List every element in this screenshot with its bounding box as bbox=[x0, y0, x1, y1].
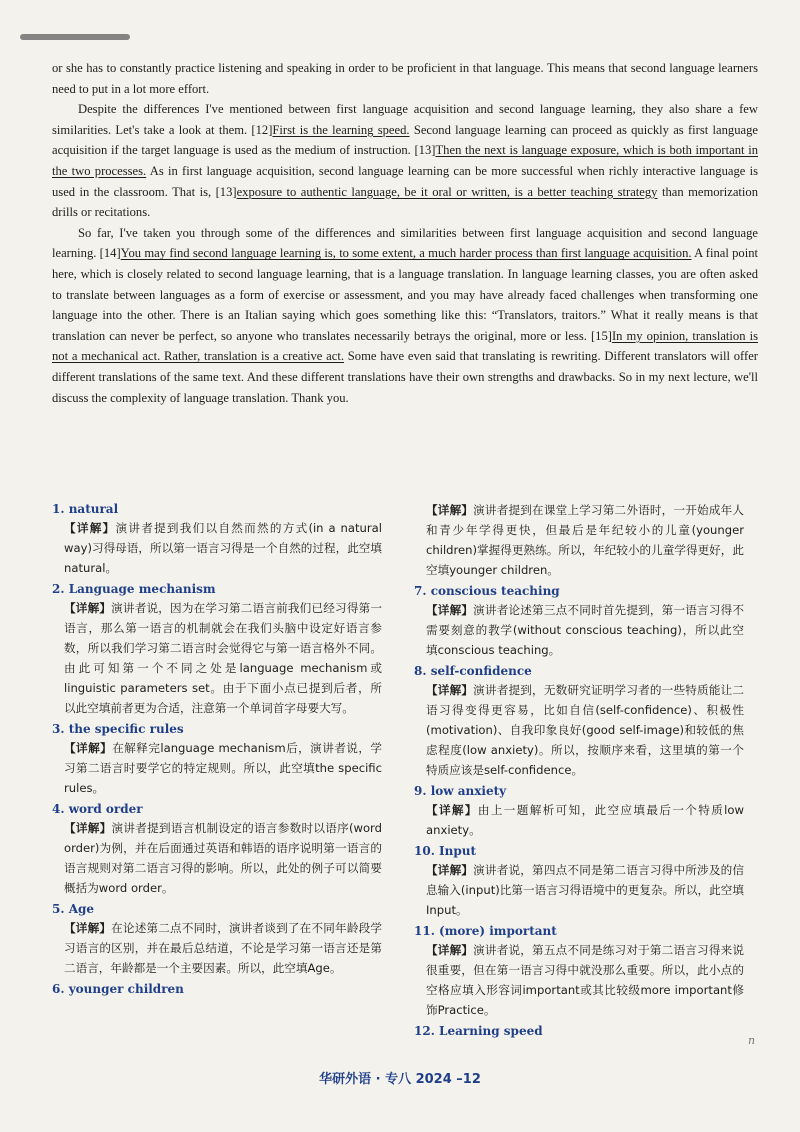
detail-text: 演讲者提到我们以自然而然的方式(in a natural way)习得母语，所以第一语言习得是一个自然的过程，此空填natural。 bbox=[64, 521, 382, 575]
text-segment: Second language learning can proceed as quickly as first language acquisition if the target language is used as the medium of instruction. [13] bbox=[52, 122, 758, 158]
answer-6-detail bbox=[414, 500, 744, 580]
answer-heading: 4. word order bbox=[52, 802, 143, 816]
detail-tag: 【详解】 bbox=[64, 921, 112, 935]
detail-tag: 【详解】 bbox=[426, 863, 474, 877]
text-segment: Despite the differences I've mentioned between first language acquisition and second language learning, they also share a few similarities. Let's take a look at them. [12] bbox=[52, 102, 758, 137]
answer-heading: 9. low anxiety bbox=[414, 784, 507, 798]
detail-tag: 【详解】 bbox=[64, 521, 116, 535]
answer-heading: 2. Language mechanism bbox=[52, 582, 216, 596]
answer-detail bbox=[414, 600, 744, 660]
text-segment: Some have even said that translating is rewriting. Different translators will offer different translations of the same text. And these different translations have their own strengths and drawbacks. So in my next lecture, we'll discuss the complexity of language translation. Thank you. bbox=[52, 349, 759, 405]
detail-text: 演讲者提到在课堂上学习第二外语时，一开始成年人和青少年学得更快，但最后是年纪较小的儿童(younger children)掌握得更熟练。所以，年纪较小的儿童学得更好，此空填younger children。 bbox=[426, 503, 744, 577]
answer-item bbox=[52, 900, 382, 978]
text-segment: A final point here, which is closely related to second language learning, that is a language translation. In language learning classes, you are often asked to translate between languages as a form of exercise or assessment, and you may have already faced challenges when transforming one language into the other. There is an Italian saying which goes something like this: “Translators, traitors.” What it really means is that translation can never be perfect, so anyone who translates necessarily betrays the original, more or less. [15] bbox=[52, 246, 758, 343]
answer-detail bbox=[52, 518, 382, 578]
answer-detail bbox=[52, 598, 382, 718]
detail-text: 在解释完language mechanism后，演讲者说，学习第二语言时要学它的特定规则。所以，此空填the specific rules。 bbox=[64, 741, 382, 795]
detail-tag: 【详解】 bbox=[426, 943, 474, 957]
answer-detail bbox=[52, 738, 382, 798]
answer-item bbox=[414, 582, 744, 660]
answer-heading: 10. Input bbox=[414, 844, 477, 858]
underlined-sentence: exposure to authentic language, be it oral or written, is a better teaching strategy bbox=[236, 184, 658, 199]
detail-tag: 【详解】 bbox=[64, 741, 113, 755]
detail-text: 演讲者论述第三点不同时首先提到，第一语言习得不需要刻意的教学(without conscious teaching)，所以此空填conscious teaching。 bbox=[426, 603, 744, 657]
answer-item bbox=[52, 580, 382, 718]
answer-column-left bbox=[52, 500, 382, 1000]
detail-text: 演讲者说，第五点不同是练习对于第二语言习得来说很重要，但在第一语言习得中就没那么重要。所以，此小点的空格应填入形容词important或其比较级more important修饰Practice。 bbox=[426, 943, 744, 1017]
answer-detail bbox=[414, 800, 744, 840]
answer-detail bbox=[414, 680, 744, 780]
underlined-sentence: Then the next is language exposure, which is both important in the two processes. bbox=[52, 143, 758, 178]
margin-mark: n bbox=[748, 1034, 756, 1047]
paragraph-2 bbox=[52, 99, 758, 223]
answer-item bbox=[52, 980, 382, 998]
answer-item bbox=[52, 720, 382, 798]
text-segment: As in first language acquisition, second language learning can be more successful when richly interactive language is used in the classroom. That is, [13] bbox=[52, 163, 758, 199]
detail-tag: 【详解】 bbox=[426, 683, 474, 697]
text-segment: So far, I've taken you through some of the differences and similarities between first language acquisition and second language learning. [14] bbox=[52, 225, 758, 261]
underlined-sentence: You may find second language learning is, to some extent, a much harder process than first language acquisition. bbox=[120, 246, 692, 261]
answer-heading: 11. (more) important bbox=[414, 924, 557, 938]
detail-text: 由上一题解析可知，此空应填最后一个特质low anxiety。 bbox=[426, 803, 744, 837]
underlined-sentence: In my opinion, translation is not a mechanical act. Rather, translation is a creative act. bbox=[52, 328, 758, 364]
answer-heading: 6. younger children bbox=[52, 982, 184, 996]
answer-heading: 8. self-confidence bbox=[414, 664, 532, 678]
answer-detail bbox=[414, 860, 744, 920]
detail-text: 在论述第二点不同时，演讲者谈到了在不同年龄段学习语言的区别，并在最后总结道，不论是学习第一语言还是第二语言，年龄都是一个主要因素。所以，此空填Age。 bbox=[64, 921, 382, 975]
answer-item bbox=[414, 662, 744, 780]
answer-detail bbox=[52, 818, 382, 898]
answer-item bbox=[52, 800, 382, 898]
answer-heading: 7. conscious teaching bbox=[414, 584, 560, 598]
scan-shadow bbox=[20, 34, 130, 40]
answer-item bbox=[414, 922, 744, 1020]
paragraph-1: or she has to constantly practice listening and speaking in order to be proficient in that language. This means that second language learners need to put in a lot more effort. bbox=[52, 61, 758, 96]
answer-column-right bbox=[414, 500, 744, 1042]
detail-tag: 【详解】 bbox=[426, 503, 474, 517]
answer-heading: 3. the specific rules bbox=[52, 722, 184, 736]
answer-heading: 1. natural bbox=[52, 502, 119, 516]
answer-detail bbox=[414, 940, 744, 1020]
page-footer: 华研外语 · 专八 2024 –12 bbox=[319, 1072, 481, 1087]
detail-text: 演讲者说，因为在学习第二语言前我们已经习得第一语言，那么第一语言的机制就会在我们头脑中设定好语言参数，所以我们学习第二语言时会觉得它与第一语言格外不同。由此可知第一个不同之处是language mechanism或linguistic parameters set。由于下面小点已提到后者，所以此空填前者更为合适，注意第一个单词首字母要大写。 bbox=[64, 601, 382, 715]
answer-item bbox=[52, 500, 382, 578]
answer-item bbox=[414, 842, 744, 920]
answer-item bbox=[414, 782, 744, 840]
answer-detail bbox=[52, 918, 382, 978]
detail-text: 演讲者说，第四点不同是第二语言习得中所涉及的信息输入(input)比第一语言习得语境中的更复杂。所以，此空填Input。 bbox=[426, 863, 744, 917]
text-segment: than memorization drills or recitations. bbox=[52, 184, 759, 220]
answer-heading: 5. Age bbox=[52, 902, 95, 916]
detail-text: 演讲者提到语言机制设定的语言参数时以语序(word order)为例，并在后面通过英语和韩语的语序说明第一语言的语言规则对第二语言习得的影响。所以，此处的例子可以简要概括为word order。 bbox=[64, 821, 382, 895]
paragraph-3 bbox=[52, 223, 758, 408]
lecture-transcript bbox=[52, 58, 758, 408]
detail-tag: 【详解】 bbox=[426, 603, 474, 617]
answer-item bbox=[414, 1022, 744, 1040]
detail-text: 演讲者提到，无数研究证明学习者的一些特质能让二语习得变得更容易，比如自信(self-confidence)、积极性(motivation)、自我印象良好(good self-image)和较低的焦虑程度(low anxiety)。所以，按顺序来看，这里填的第一个特质应该是self-confidence。 bbox=[426, 683, 744, 777]
underlined-sentence: First is the learning speed. bbox=[272, 122, 410, 137]
detail-tag: 【详解】 bbox=[426, 803, 478, 817]
answer-heading: 12. Learning speed bbox=[414, 1024, 543, 1038]
detail-tag: 【详解】 bbox=[64, 601, 112, 615]
detail-tag: 【详解】 bbox=[64, 821, 112, 835]
answer-list-right bbox=[414, 582, 744, 1040]
